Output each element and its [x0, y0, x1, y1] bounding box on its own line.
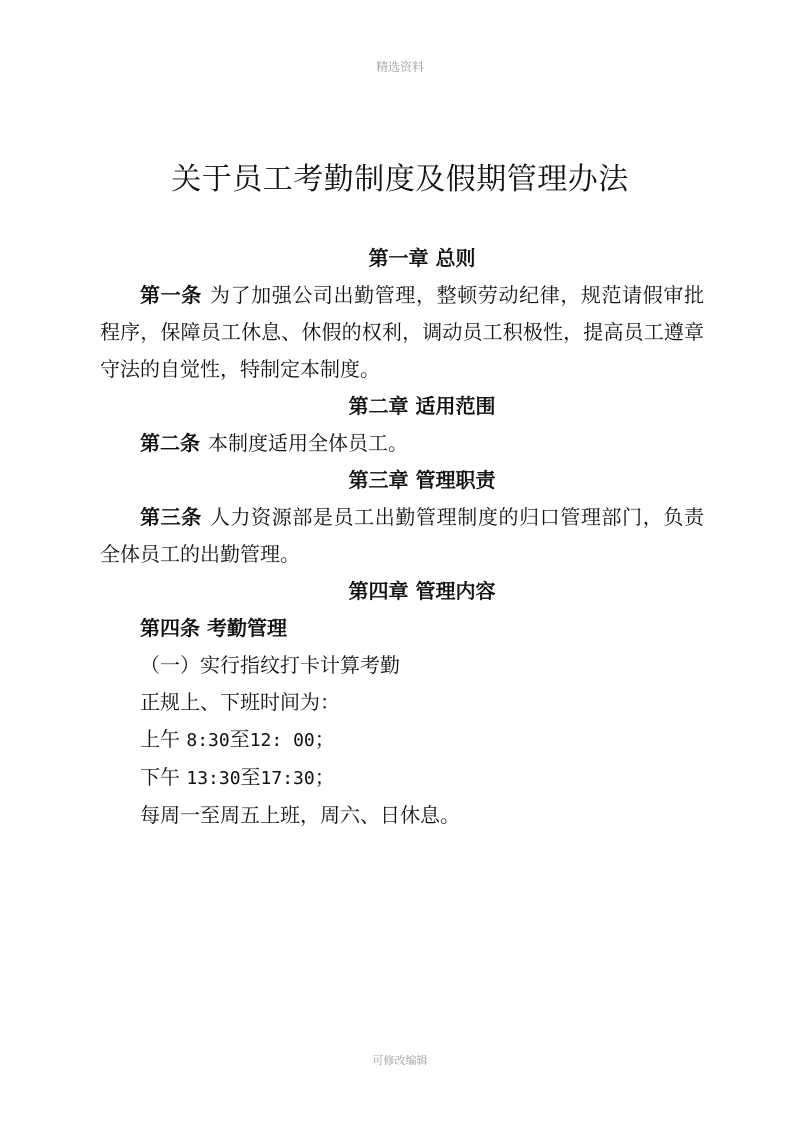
article-1: [100, 277, 704, 388]
article-2-label: 第二条: [140, 431, 200, 455]
article-2-text: 本制度适用全体员工。: [208, 431, 408, 455]
chapter-1-heading: 第一章 总则: [368, 246, 476, 270]
morning-sep: ；: [314, 727, 335, 751]
article-3-label: 第三条: [140, 505, 202, 529]
afternoon-sep: ；: [314, 765, 335, 789]
chapter-4-heading: 第四章 管理内容: [348, 579, 496, 603]
chapter-2-heading: 第二章 适用范围: [348, 394, 496, 418]
weekday-schedule: 每周一至周五上班，周六、日休息。: [140, 803, 460, 827]
morning-start: 8:30: [186, 730, 230, 751]
article-3: [100, 499, 704, 573]
footer-note: 可修改编辑: [372, 1054, 428, 1067]
document-body: [100, 240, 704, 834]
article-1-text: 为了加强公司出勤管理，整顿劳动纪律，规范请假审批程序，保障员工休息、休假的权利，调动员工积极性，提高员工遵章守法的自觉性，特制定本制度。: [100, 283, 705, 381]
afternoon-label: 下午: [140, 765, 187, 789]
document-title: 关于员工考勤制度及假期管理办法: [171, 162, 629, 197]
afternoon-start: 13:30: [186, 768, 241, 789]
afternoon-to: 至: [240, 765, 261, 789]
morning-end: 12: 00: [249, 730, 315, 751]
header-note: 精选资料: [375, 60, 424, 74]
chapter-3-heading: 第三章 管理职责: [348, 468, 496, 492]
work-hours-intro: 正规上、下班时间为：: [140, 690, 340, 714]
morning-label: 上午: [140, 727, 187, 751]
article-1-label: 第一条: [140, 283, 202, 307]
article-3-text: 人力资源部是员工出勤管理制度的归口管理部门，负责全体员工的出勤管理。: [100, 505, 705, 566]
afternoon-hours: [100, 759, 704, 797]
article-4-heading: 第四条 考勤管理: [140, 616, 287, 640]
section-1-heading: （一）实行指纹打卡计算考勤: [140, 653, 400, 677]
article-2: [100, 425, 704, 462]
morning-to: 至: [229, 727, 250, 751]
afternoon-end: 17:30: [260, 768, 315, 789]
morning-hours: [100, 721, 704, 759]
